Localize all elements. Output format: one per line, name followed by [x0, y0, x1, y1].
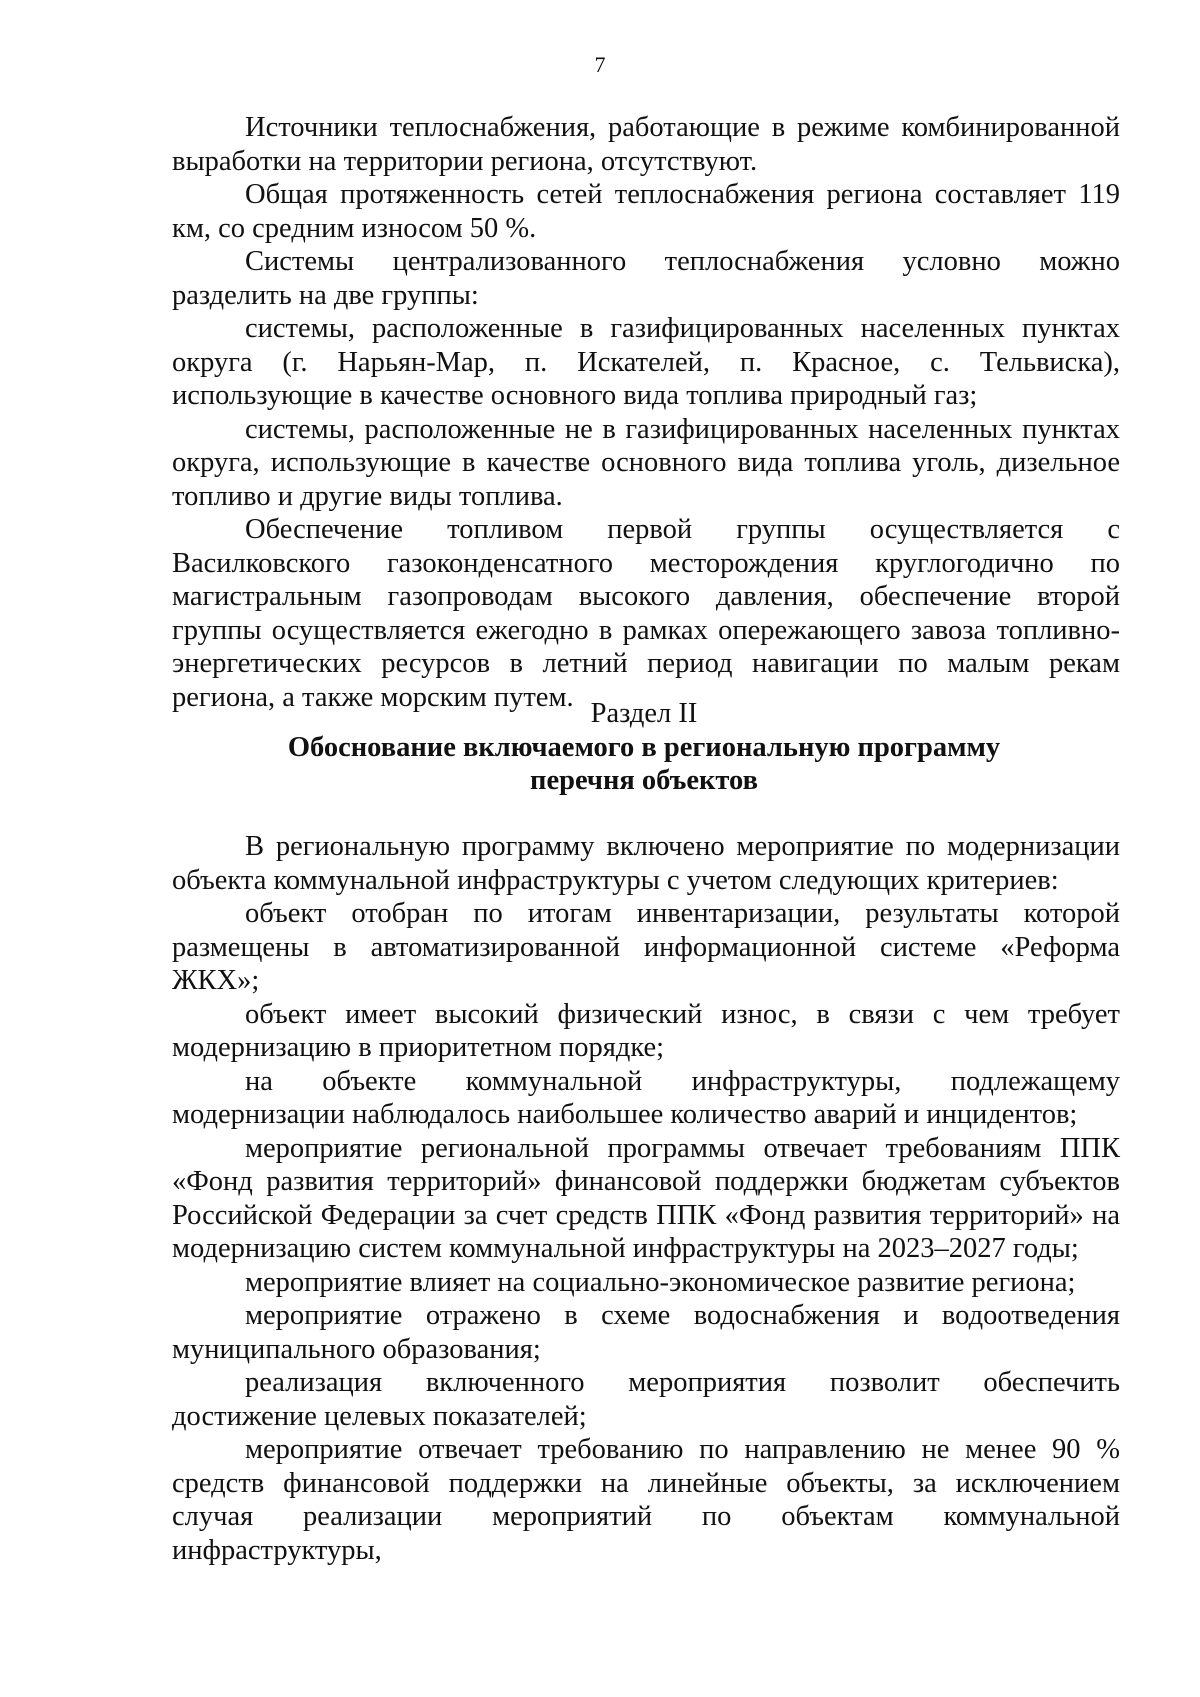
paragraph: объект отобран по итогам инвентаризации, результаты которой размещены в автоматизированной информационной системе «Реформа ЖКХ»; — [172, 898, 1120, 996]
paragraph: мероприятие региональной программы отвечает требованиям ППК «Фонд развития территорий» финансовой поддержки бюджетам субъектов Российской Федерации за счет средств ППК «Фонд развития территорий» на модернизацию систем коммунальной инфраструктуры на 2023–2027 годы; — [172, 1132, 1120, 1264]
body-text-top — [172, 111, 1120, 714]
section-title-line1: Обоснование включаемого в региональную программу — [287, 731, 1001, 763]
body-text-bottom — [172, 830, 1120, 1567]
paragraph: реализация включенного мероприятия позволит обеспечить достижение целевых показателей; — [172, 1367, 1120, 1432]
paragraph: Обеспечение топливом первой группы осуществляется с Василковского газоконденсатного месторождения круглогодично по магистральным газопроводам высокого давления, обеспечение второй группы осуществляется ежегодно в рамках опережающего завоза топливно-энергетических ресурсов в летний период навигации по малым рекам региона, а также морским путем. — [172, 514, 1120, 713]
paragraph: системы, расположенные не в газифицированных населенных пунктах округа, использующие в качестве основного вида топлива уголь, дизельное топливо и другие виды топлива. — [172, 413, 1120, 512]
paragraph: системы, расположенные в газифицированных населенных пунктах округа (г. Нарьян-Мар, п. Искателей, п. Красное, с. Тельвиска), использующие в качестве основного вида топлива природный газ; — [172, 313, 1120, 411]
paragraph: объект имеет высокий физический износ, в связи с чем требует модернизацию в приоритетном порядке; — [172, 998, 1120, 1063]
paragraph: В региональную программу включено мероприятие по модернизации объекта коммунальной инфраструктуры с учетом следующих критериев: — [172, 831, 1120, 896]
paragraph: на объекте коммунальной инфраструктуры, подлежащему модернизации наблюдалось наибольшее количество аварий и инцидентов; — [172, 1065, 1120, 1130]
section-heading — [0, 697, 1200, 798]
paragraph: мероприятие влияет на социально-экономическое развитие региона; — [245, 1266, 1076, 1298]
paragraph: Системы централизованного теплоснабжения условно можно разделить на две группы: — [172, 246, 1120, 311]
paragraph: Общая протяженность сетей теплоснабжения региона составляет 119 км, со средним износом 50 %. — [172, 179, 1120, 244]
section-title-line2: перечня объектов — [530, 765, 758, 796]
paragraph: Источники теплоснабжения, работающие в режиме комбинированной выработки на территории региона, отсутствуют. — [172, 112, 1120, 177]
section-label: Раздел II — [590, 698, 698, 729]
page-number: 7 — [594, 52, 606, 77]
paragraph: мероприятие отражено в схеме водоснабжения и водоотведения муниципального образования; — [172, 1300, 1120, 1365]
paragraph: мероприятие отвечает требованию по направлению не менее 90 % средств финансовой поддержки на линейные объекты, за исключением случая реализации мероприятий по объектам коммунальной инфраструктуры, — [172, 1434, 1120, 1566]
